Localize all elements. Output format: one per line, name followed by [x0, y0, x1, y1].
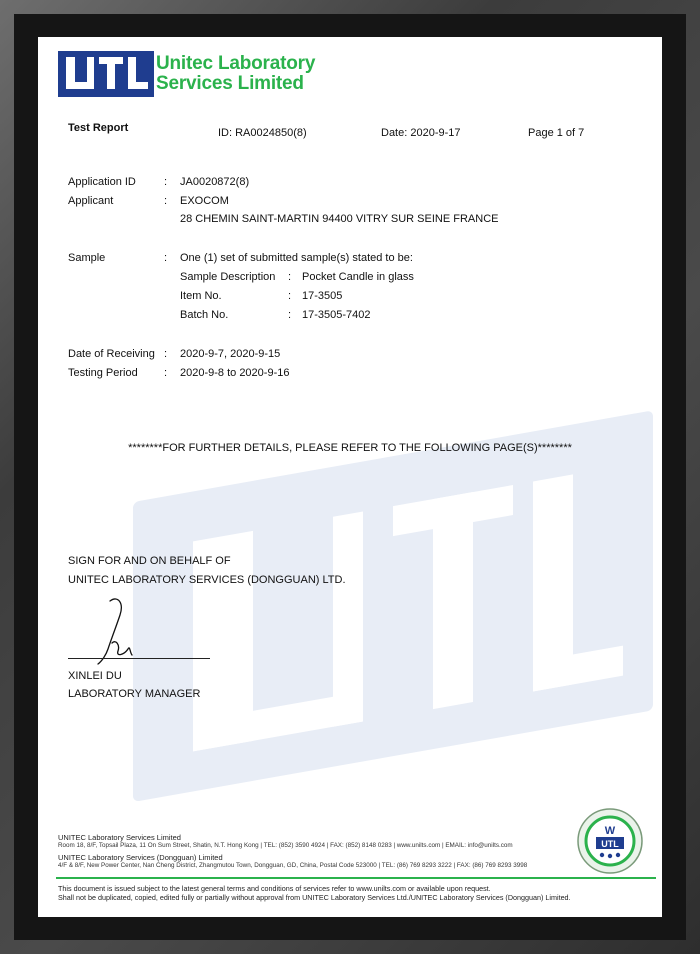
sign-on-behalf-line1: SIGN FOR AND ON BEHALF OF — [68, 555, 231, 567]
signatory-title: LABORATORY MANAGER — [68, 688, 201, 700]
svg-text:UTL: UTL — [601, 839, 619, 849]
colon: : — [164, 367, 168, 379]
further-details-note: ********FOR FURTHER DETAILS, PLEASE REFER TO THE FOLLOWING PAGE(S)******** — [128, 442, 572, 454]
page-number: Page 1 of 7 — [528, 127, 585, 139]
applicant-label: Applicant — [68, 195, 114, 207]
report-id: ID: RA0024850(8) — [218, 127, 307, 139]
sample-description-label: Sample Description — [180, 271, 276, 283]
sample-label: Sample — [68, 252, 106, 264]
item-no-label: Item No. — [180, 290, 222, 302]
sign-on-behalf-line2: UNITEC LABORATORY SERVICES (DONGGUAN) LTD. — [68, 574, 346, 586]
colon: : — [164, 252, 168, 264]
footer-company-dg: UNITEC Laboratory Services (Dongguan) Limited — [58, 853, 223, 862]
footer-address-dg: 4/F & 8/F, New Power Center, Nan Cheng District, Zhangmutou Town, Dongguan, GD, China, Postal Code 523000 | TEL: (86) 769 8293 3222 | FAX: (86) 769 8293 3998 — [58, 862, 528, 869]
colon: : — [164, 195, 168, 207]
colon: : — [288, 290, 292, 302]
company-name-line2: Services Limited — [156, 73, 304, 94]
batch-no-value: 17-3505-7402 — [302, 309, 371, 321]
applicant-address: 28 CHEMIN SAINT-MARTIN 94400 VITRY SUR SEINE FRANCE — [180, 213, 499, 225]
handwritten-signature — [94, 593, 154, 665]
footer-divider — [56, 877, 656, 879]
applicant-name: EXOCOM — [180, 195, 229, 207]
company-name — [156, 54, 315, 94]
report-page — [38, 37, 662, 917]
signature-line — [68, 658, 210, 659]
signatory-name: XINLEI DU — [68, 670, 122, 682]
item-no-value: 17-3505 — [302, 290, 343, 302]
testing-period-value: 2020-9-8 to 2020-9-16 — [180, 367, 290, 379]
testing-period-label: Testing Period — [68, 367, 138, 379]
application-id-label: Application ID — [68, 176, 136, 188]
accreditation-seal-icon — [576, 807, 644, 875]
colon: : — [288, 271, 292, 283]
date-of-receiving-label: Date of Receiving — [68, 348, 155, 360]
application-id-value: JA0020872(8) — [180, 176, 250, 188]
sample-description-value: Pocket Candle in glass — [302, 271, 414, 283]
footer-disclaimer-1: This document is issued subject to the latest general terms and conditions of services refer to www.unilts.com or available upon request. — [58, 884, 491, 893]
utl-logo — [58, 51, 154, 97]
sample-intro: One (1) set of submitted sample(s) stated to be: — [180, 252, 413, 264]
date-of-receiving-value: 2020-9-7, 2020-9-15 — [180, 348, 281, 360]
company-name-line1: Unitec Laboratory — [156, 53, 316, 74]
footer-company-hk: UNITEC Laboratory Services Limited — [58, 833, 181, 842]
batch-no-label: Batch No. — [180, 309, 229, 321]
colon: : — [164, 176, 168, 188]
footer-disclaimer-2: Shall not be duplicated, copied, edited fully or partially without approval from UNITEC Laboratory Services Ltd./UNITEC Laboratory Services (Dongguan) Limited. — [58, 893, 571, 902]
report-date: Date: 2020-9-17 — [381, 127, 461, 139]
colon: : — [164, 348, 168, 360]
colon: : — [288, 309, 292, 321]
report-title: Test Report — [68, 122, 129, 134]
svg-text:W: W — [604, 825, 616, 837]
footer-address-hk: Room 18, 8/F, Topsail Plaza, 11 On Sum Street, Shatin, N.T. Hong Kong | TEL: (852) 3590 4924 | FAX: (852) 8148 0283 | www.unilts.com | EMAIL: info@unilts.com — [58, 842, 513, 849]
